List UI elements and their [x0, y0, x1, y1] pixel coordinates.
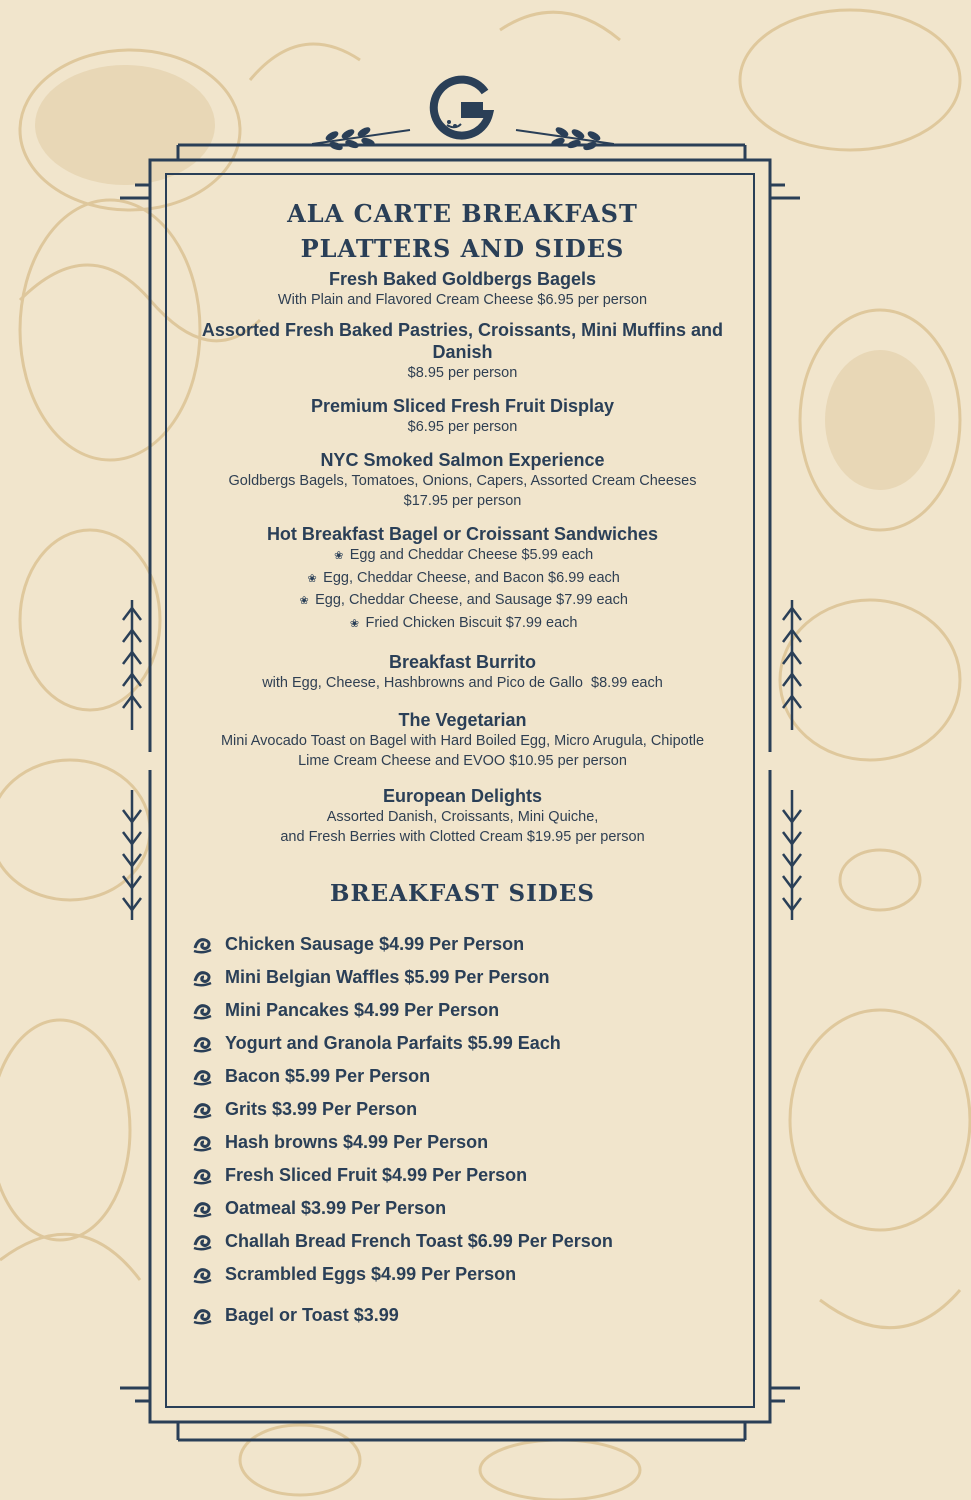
menu-item-desc: $17.95 per person — [403, 493, 522, 509]
vine-left-lower-icon — [120, 790, 144, 920]
sandwich-option: ❀ Egg and Cheddar Cheese $5.99 each — [180, 545, 745, 568]
menu-item-name: Breakfast Burrito — [388, 652, 537, 672]
menu-item-desc: Mini Avocado Toast on Bagel with Hard Boiled Egg, Micro Arugula, Chipotle — [220, 733, 705, 749]
menu-item-name: NYC Smoked Salmon Experience — [320, 450, 605, 470]
menu-item-desc: Goldbergs Bagels, Tomatoes, Onions, Capers, Assorted Cream Cheeses — [228, 473, 697, 489]
menu-item — [180, 319, 745, 383]
side-item: Bagel or Toast $3.99 — [192, 1299, 752, 1332]
side-item: Chicken Sausage $4.99 Per Person — [192, 928, 752, 961]
side-item: Scrambled Eggs $4.99 Per Person — [192, 1258, 752, 1291]
swirl-bullet-icon — [192, 969, 214, 987]
swirl-bullet-icon — [192, 1307, 214, 1325]
sandwich-option: ❀ Egg, Cheddar Cheese, and Bacon $6.99 each — [180, 568, 745, 591]
menu-item — [180, 785, 745, 847]
vine-right-upper-icon — [780, 600, 804, 730]
menu-item — [180, 523, 745, 635]
menu-item-desc: with Egg, Cheese, Hashbrowns and Pico de Gallo $8.99 each — [262, 675, 663, 691]
sides-title: BREAKFAST SIDES — [330, 880, 595, 907]
goldbergs-logo — [425, 70, 497, 140]
laurel-sprig-right-icon — [514, 122, 614, 152]
swirl-bullet-icon: ❀ — [299, 595, 309, 607]
menu-item — [180, 395, 745, 437]
menu-item-desc: With Plain and Flavored Cream Cheese $6.95 per person — [277, 292, 648, 308]
menu-item-name: The Vegetarian — [398, 710, 527, 730]
menu-item-name: Hot Breakfast Bagel or Croissant Sandwiches — [266, 524, 659, 544]
swirl-bullet-icon: ❀ — [307, 572, 317, 585]
sandwich-option: ❀ Fried Chicken Biscuit $7.99 each — [180, 613, 745, 636]
title-line-2: PLATTERS AND SIDES — [300, 234, 625, 263]
swirl-bullet-icon — [192, 1233, 214, 1251]
swirl-bullet-icon — [192, 1200, 214, 1218]
vine-right-lower-icon — [780, 790, 804, 920]
swirl-bullet-icon — [192, 1266, 214, 1284]
side-item: Grits $3.99 Per Person — [192, 1093, 752, 1126]
laurel-sprig-left-icon — [312, 122, 412, 152]
menu-item-name: Premium Sliced Fresh Fruit Display — [310, 396, 615, 416]
side-item: Oatmeal $3.99 Per Person — [192, 1192, 752, 1225]
menu-item-desc: $8.95 per person — [407, 365, 518, 381]
vine-left-upper-icon — [120, 600, 144, 730]
side-item: Hash browns $4.99 Per Person — [192, 1126, 752, 1159]
menu-item — [180, 709, 745, 771]
menu-item-name: Assorted Fresh Baked Pastries, Croissants, Mini Muffins and Danish — [201, 320, 724, 362]
menu-item — [180, 268, 745, 310]
menu-item-desc: $6.95 per person — [407, 419, 518, 435]
sandwich-option: ❀ Egg, Cheddar Cheese, and Sausage $7.99 each — [180, 590, 745, 613]
swirl-bullet-icon — [192, 1167, 214, 1185]
menu-item-desc: Assorted Danish, Croissants, Mini Quiche, — [326, 809, 599, 825]
side-item: Bacon $5.99 Per Person — [192, 1060, 752, 1093]
swirl-bullet-icon — [192, 1134, 214, 1152]
menu-item-name: European Delights — [382, 786, 543, 806]
menu-item — [180, 651, 745, 693]
swirl-bullet-icon: ❀ — [349, 617, 360, 630]
swirl-bullet-icon — [192, 1002, 214, 1020]
title-line-1: ALA CARTE BREAKFAST — [287, 199, 638, 228]
page-title — [180, 196, 745, 266]
side-item: Mini Pancakes $4.99 Per Person — [192, 994, 752, 1027]
platters-section — [180, 196, 745, 847]
side-item: Challah Bread French Toast $6.99 Per Person — [192, 1225, 752, 1258]
swirl-bullet-icon — [192, 936, 214, 954]
menu-item-desc: Lime Cream Cheese and EVOO $10.95 per person — [298, 753, 627, 769]
sides-list — [192, 928, 752, 1332]
menu-item — [180, 449, 745, 511]
swirl-bullet-icon — [192, 1101, 214, 1119]
menu-item-desc: and Fresh Berries with Clotted Cream $19.95 per person — [280, 829, 645, 845]
swirl-bullet-icon — [192, 1068, 214, 1086]
side-item: Fresh Sliced Fruit $4.99 Per Person — [192, 1159, 752, 1192]
side-item: Yogurt and Granola Parfaits $5.99 Each — [192, 1027, 752, 1060]
swirl-bullet-icon — [192, 1035, 214, 1053]
menu-item-name: Fresh Baked Goldbergs Bagels — [328, 269, 597, 289]
swirl-bullet-icon: ❀ — [334, 550, 344, 562]
side-item: Mini Belgian Waffles $5.99 Per Person — [192, 961, 752, 994]
